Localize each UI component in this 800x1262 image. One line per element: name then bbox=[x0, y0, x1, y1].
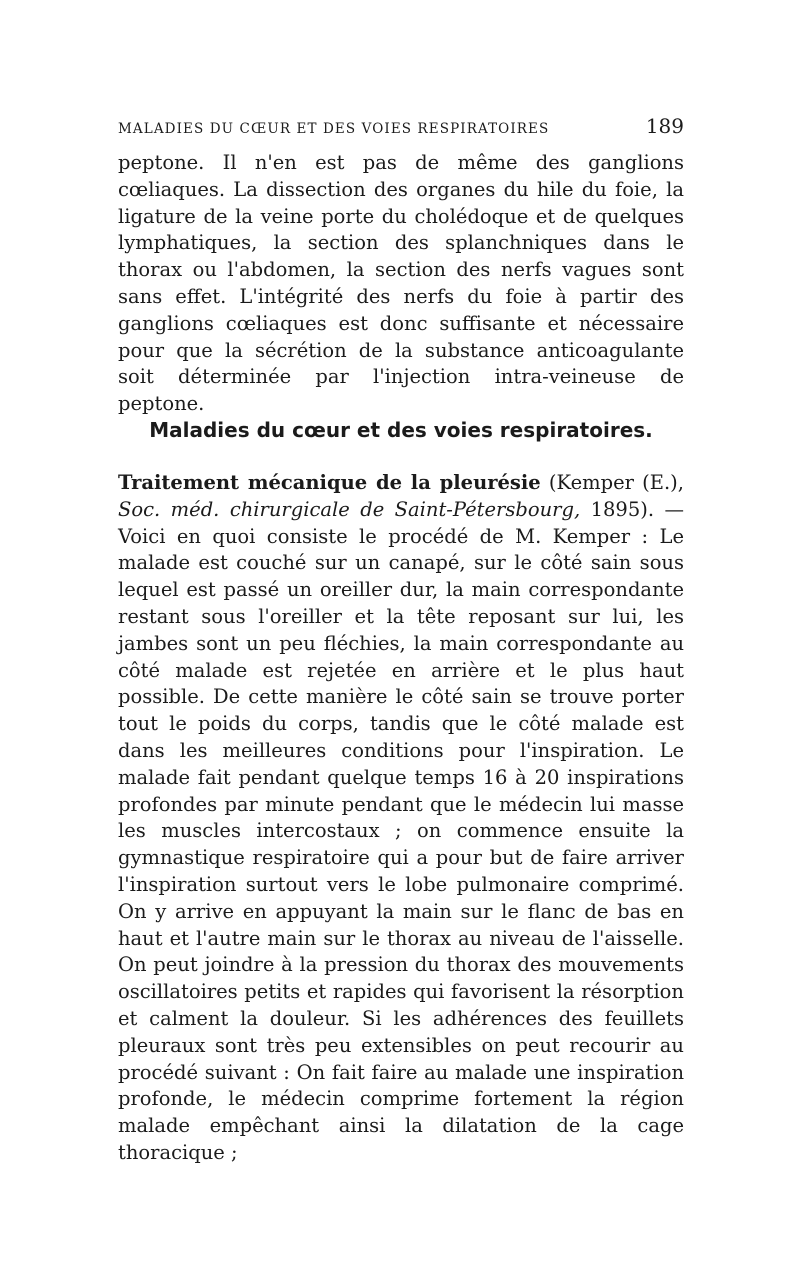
article-author: (Kemper (E.), bbox=[540, 471, 684, 494]
paragraph-pleuresie bbox=[118, 470, 684, 1167]
running-head bbox=[118, 114, 684, 138]
running-head-title: MALADIES DU CŒUR ET DES VOIES RESPIRATOIRES bbox=[118, 121, 550, 137]
article-body: — Voici en quoi consiste le procédé de M. Kemper : Le malade est couché sur un canapé, sur le côté sain sous lequel est passé un oreiller dur, la main correspondante restant sous l'oreiller et la tête reposant sur lui, les jambes sont un peu fléchies, la main correspondante au côté malade est rejetée en arrière et le plus haut possible. De cette manière le côté sain se trouve porter tout le poids du corps, tandis que le côté malade est dans les meilleures conditions pour l'inspiration. Le malade fait pendant quelque temps 16 à 20 inspirations profondes par minute pendant que le médecin lui masse les muscles intercostaux ; on commence ensuite la gymnastique respiratoire qui a pour but de faire arriver l'inspiration surtout vers le lobe pulmonaire comprimé. On y arrive en appuyant la main sur le flanc de bas en haut et l'autre main sur le thorax au niveau de l'aisselle. On peut joindre à la pression du thorax des mouvements oscillatoires petits et rapides qui favorisent la résorption et calment la douleur. Si les adhérences des feuillets pleuraux sont très peu extensibles on peut recourir au procédé suivant : On fait faire au malade une inspiration profonde, le médecin comprime fortement la région malade empêchant ainsi la dilatation de la cage thoracique ; bbox=[118, 497, 685, 1164]
article-journal: Soc. méd. chirurgicale de Saint-Pétersbourg, bbox=[118, 497, 581, 521]
paragraph-peptone: peptone. Il n'en est pas de même des ganglions cœliaques. La dissection des organes du hile du foie, la ligature de la veine porte du cholédoque et de quelques lymphatiques, la section des splanchniques dans le thorax ou l'abdomen, la section des nerfs vagues sont sans effet. L'intégrité des nerfs du foie à partir des ganglions cœliaques est donc suffisante et nécessaire pour que la sécrétion de la substance anticoagulante soit déterminée par l'injection intra-veineuse de peptone. bbox=[118, 151, 684, 416]
page-number: 189 bbox=[645, 114, 684, 138]
article-year: 1895). bbox=[580, 497, 655, 521]
article-lead: Traitement mécanique de la pleurésie bbox=[118, 471, 541, 494]
section-heading: Maladies du cœur et des voies respiratoires. bbox=[149, 418, 653, 442]
